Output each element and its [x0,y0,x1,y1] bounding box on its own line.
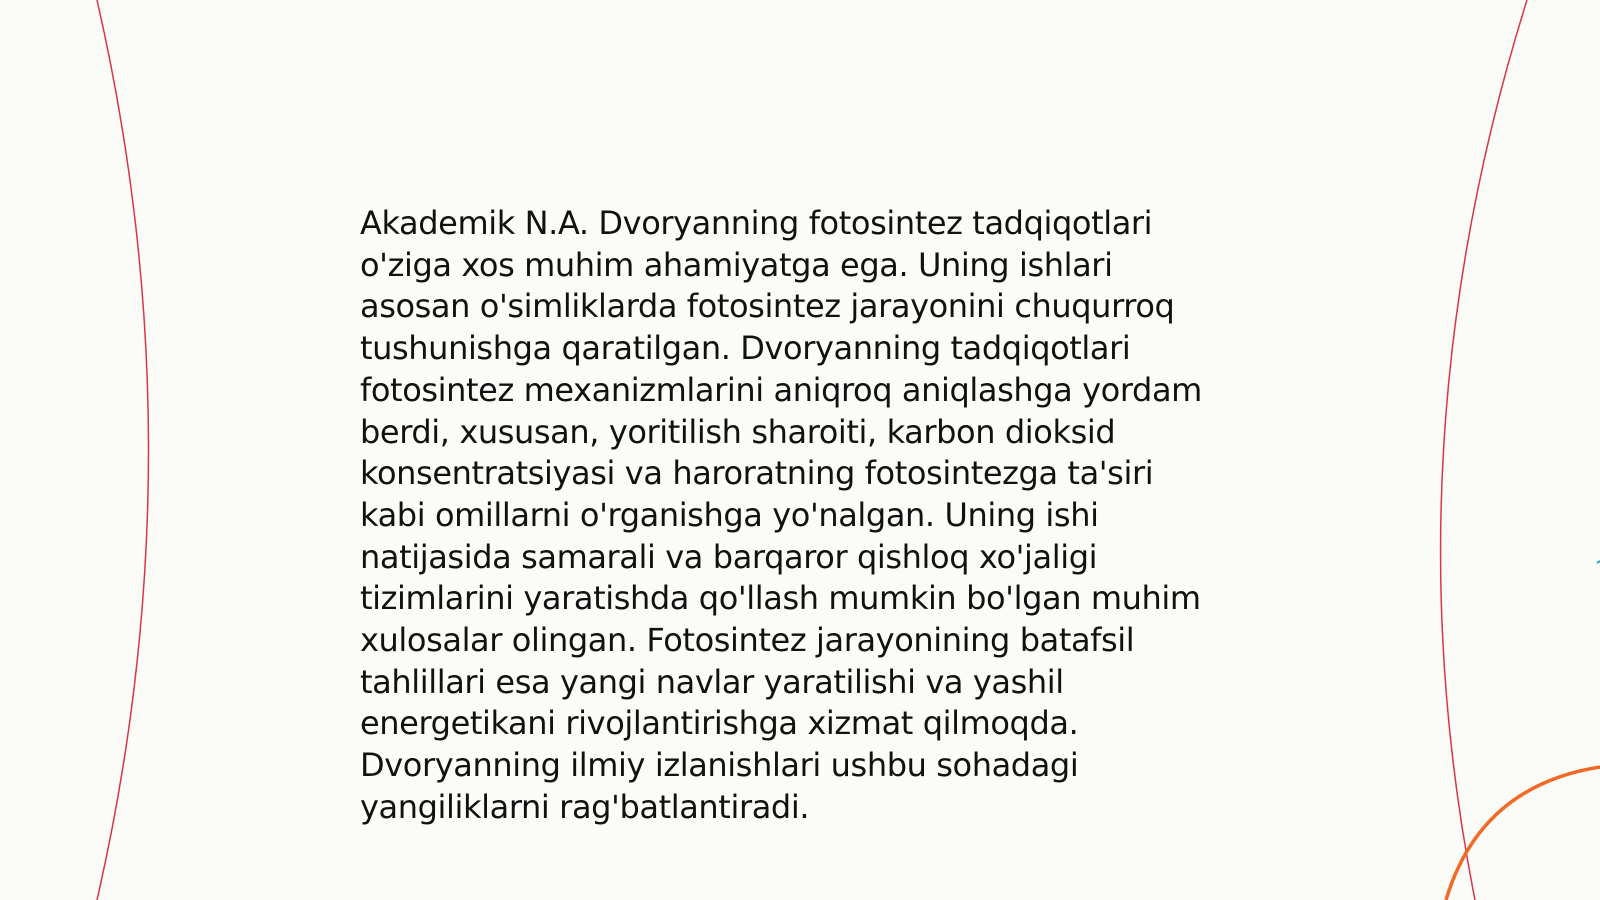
left-curve-line [97,0,149,900]
body-paragraph: Akademik N.A. Dvoryanning fotosintez tadqiqotlari o'ziga xos muhim ahamiyatga ega. Uning ishlari asosan o'simliklarda fotosintez jarayonini chuqurroq tushunishga qaratilgan. Dvoryanning tadqiqotlari fotosintez mexanizmlarini aniqroq aniqlashga yordam berdi, xususan, yoritilish sharoiti, karbon dioksid konsentratsiyasi va haroratning fotosintezga ta'siri kabi omillarni o'rganishga yo'nalgan. Uning ishi natijasida samarali va barqaror qishloq xo'jaligi tizimlarini yaratishda qo'llash mumkin bo'lgan muhim xulosalar olingan. Fotosintez jarayonining batafsil tahlillari esa yangi navlar yaratilishi va yashil energetikani rivojlantirishga xizmat qilmoqda. Dvoryanning ilmiy izlanishlari ushbu sohadagi yangiliklarni rag'batlantiradi. [360,204,1202,826]
right-curve-line [1441,0,1527,900]
orange-arc [1446,767,1600,900]
